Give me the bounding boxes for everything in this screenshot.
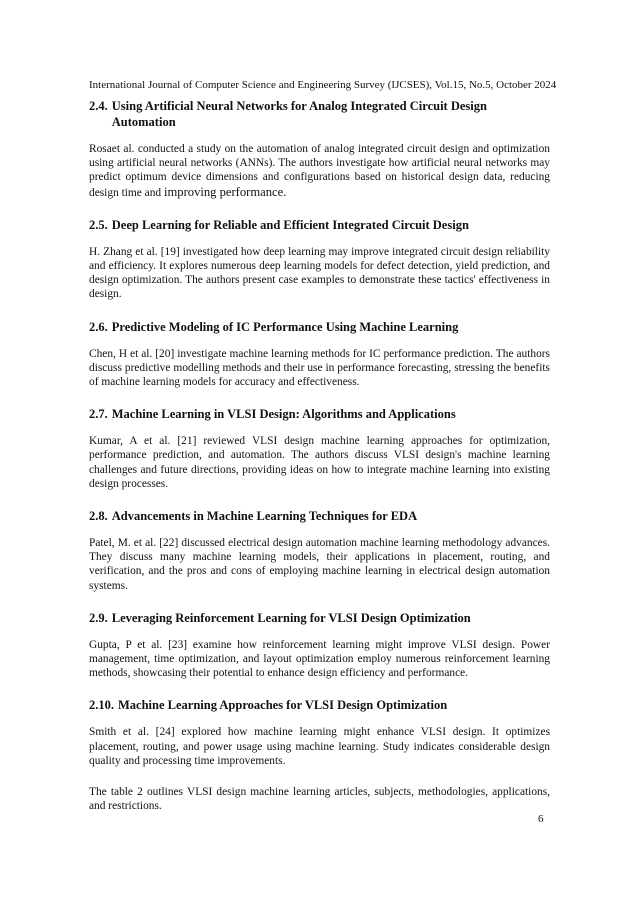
section-paragraph bbox=[89, 245, 550, 302]
section-2-5 bbox=[89, 217, 550, 302]
section-number: 2.6. bbox=[89, 319, 108, 334]
closing-paragraph: The table 2 outlines VLSI design machine learning articles, subjects, methodologies, applications, and restrictions. bbox=[89, 786, 550, 813]
section-heading bbox=[89, 508, 550, 524]
paragraph-text: Gupta, P et al. [23] examine how reinforcement learning might improve VLSI design. Power management, time optimization, and layout optimization employ numerous reinforcement learning methods, showcasing their potential to enhance design efficiency and performance. bbox=[89, 638, 550, 680]
paragraph-text: Kumar, A et al. [21] reviewed VLSI design machine learning approaches for optimization, performance prediction, and automation. The authors discuss VLSI design's machine learning challenges and future directions, providing ideas on how to integrate machine learning into existing design processes. bbox=[89, 435, 550, 490]
section-heading bbox=[89, 610, 550, 626]
section-2-9 bbox=[89, 610, 550, 681]
section-heading bbox=[89, 697, 550, 713]
paragraph-text: Smith et al. [24] explored how machine learning might enhance VLSI design. It optimizes placement, routing, and power usage using machine learning. Study indicates considerable design quality and processing time improvements. bbox=[89, 726, 550, 767]
section-paragraph bbox=[89, 725, 550, 768]
page-content bbox=[89, 98, 550, 813]
section-heading bbox=[89, 217, 550, 233]
section-number: 2.4. bbox=[89, 99, 108, 113]
section-title: Leveraging Reinforcement Learning for VLSI Design Optimization bbox=[111, 610, 471, 625]
section-title: Deep Learning for Reliable and Efficient Integrated Circuit Design bbox=[111, 217, 469, 232]
paragraph-tail-text: improving performance. bbox=[163, 184, 287, 199]
section-paragraph bbox=[89, 142, 550, 200]
section-number: 2.10. bbox=[89, 698, 114, 713]
section-2-6 bbox=[89, 319, 550, 390]
section-2-10 bbox=[89, 697, 550, 768]
page-number: 6 bbox=[538, 813, 544, 825]
section-paragraph bbox=[89, 434, 550, 491]
section-number: 2.7. bbox=[89, 407, 108, 422]
paragraph-text: Chen, H et al. [20] investigate machine learning methods for IC performance prediction. The authors discuss predictive modelling methods and their use in performance forecasting, stressing the benefits of machine learning models for accuracy and effectiveness. bbox=[89, 347, 550, 389]
section-title: Predictive Modeling of IC Performance Using Machine Learning bbox=[111, 319, 459, 334]
section-2-7 bbox=[89, 406, 550, 491]
paragraph-text: H. Zhang et al. [19] investigated how deep learning may improve integrated circuit design reliability and efficiency. It explores numerous deep learning models for defect detection, yield prediction, and design optimization. The authors present case examples to demonstrate these tactics' effectiveness in design. bbox=[89, 245, 550, 301]
section-title: Using Artificial Neural Networks for Analog Integrated Circuit Design Automation bbox=[111, 99, 487, 129]
section-paragraph bbox=[89, 347, 550, 390]
section-paragraph bbox=[89, 536, 550, 593]
section-number: 2.9. bbox=[89, 610, 108, 625]
section-heading bbox=[89, 319, 550, 335]
section-number: 2.5. bbox=[89, 217, 108, 232]
section-heading bbox=[89, 406, 550, 422]
section-2-8 bbox=[89, 508, 550, 593]
section-title: Machine Learning Approaches for VLSI Design Optimization bbox=[118, 698, 448, 713]
paragraph-text: Patel, M. et al. [22] discussed electrical design automation machine learning methodology advances. They discuss many machine learning models, their applications in placement, routing, and verification, and the pros and cons of employing machine learning in electrical design automation systems. bbox=[89, 537, 550, 592]
paragraph-text: Rosaet al. conducted a study on the automation of analog integrated circuit design and optimization using artificial neural networks (ANNs). The authors investigate how artificial neural networks may predict optimum device dimensions and configurations based on historical design data, reducing design time and bbox=[89, 143, 550, 199]
section-title: Advancements in Machine Learning Techniques for EDA bbox=[111, 509, 418, 524]
section-title: Machine Learning in VLSI Design: Algorithms and Applications bbox=[111, 407, 456, 422]
section-paragraph bbox=[89, 638, 550, 681]
section-2-4 bbox=[89, 98, 550, 200]
journal-header: International Journal of Computer Science and Engineering Survey (IJCSES), Vol.15, No.5, October 2024 bbox=[89, 79, 557, 91]
section-heading bbox=[89, 98, 550, 130]
section-number: 2.8. bbox=[89, 509, 108, 524]
